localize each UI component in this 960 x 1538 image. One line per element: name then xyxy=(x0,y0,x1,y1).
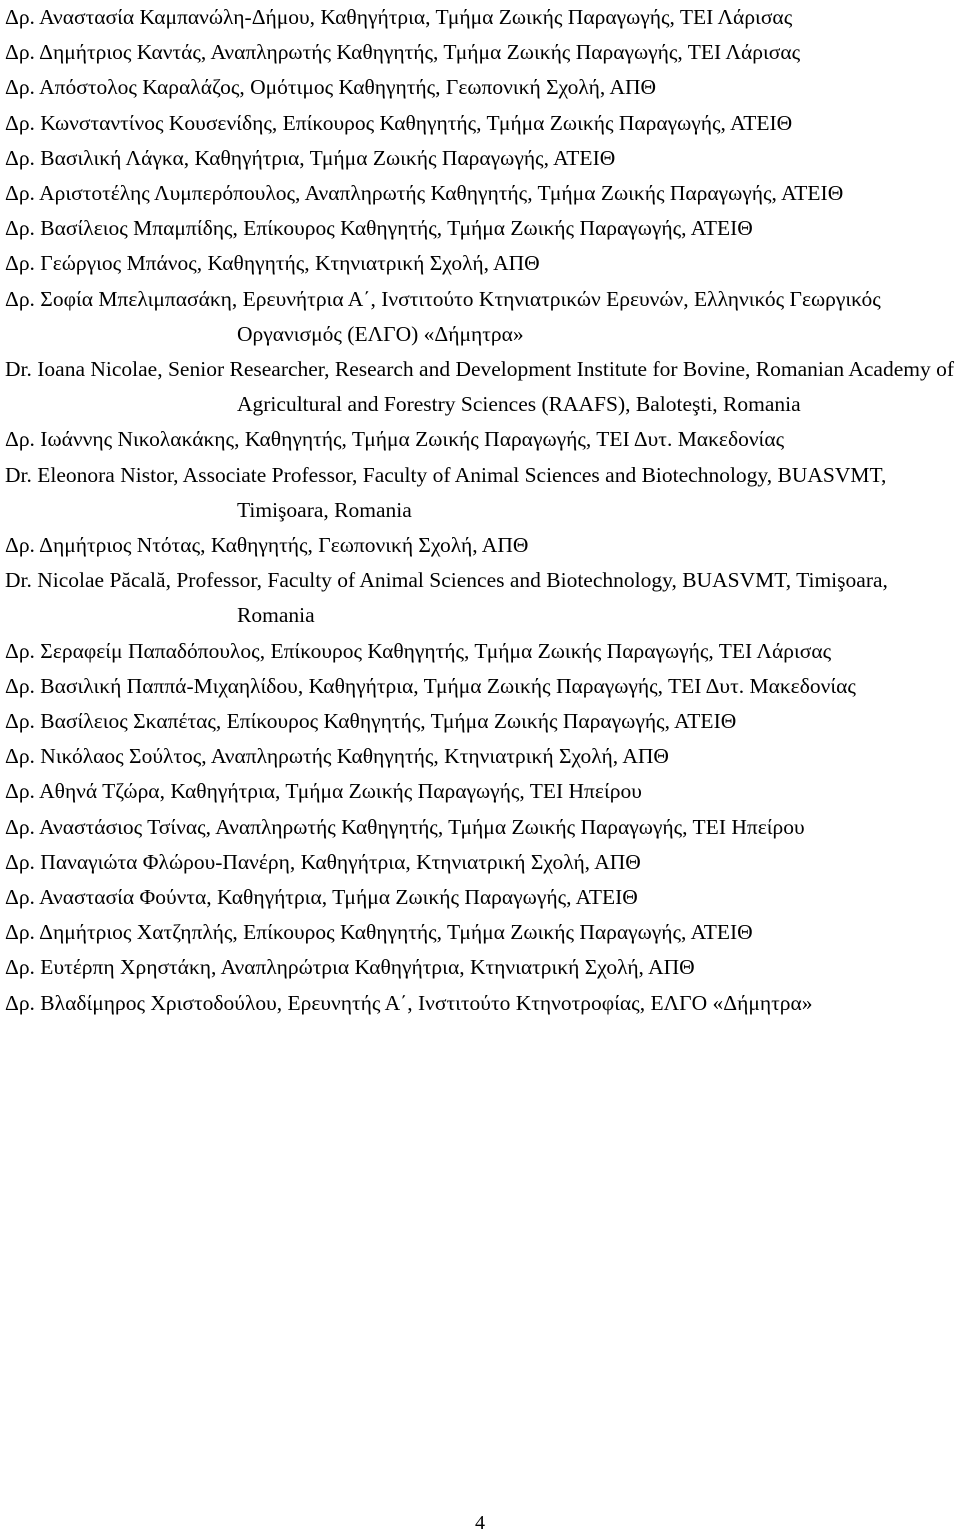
member-entry: Δρ. Αριστοτέλης Λυμπερόπουλος, Αναπληρωτής Καθηγητής, Τμήμα Ζωικής Παραγωγής, ΑΤΕΙΘ xyxy=(5,181,844,206)
member-entry: Δρ. Αναστασία Φούντα, Καθηγήτρια, Τμήμα Ζωικής Παραγωγής, ΑΤΕΙΘ xyxy=(5,885,638,910)
member-entry: Δρ. Βασίλειος Μπαμπίδης, Επίκουρος Καθηγητής, Τμήμα Ζωικής Παραγωγής, ΑΤΕΙΘ xyxy=(5,216,753,241)
member-entry: Dr. Nicolae Păcală, Professor, Faculty of Animal Sciences and Biotechnology, BUASVMT, Timişoara, Romania xyxy=(5,568,888,628)
member-entry: Δρ. Σεραφείμ Παπαδόπουλος, Επίκουρος Καθηγητής, Τμήμα Ζωικής Παραγωγής, ΤΕΙ Λάρισας xyxy=(5,638,832,663)
member-entry: Δρ. Δημήτριος Καντάς, Αναπληρωτής Καθηγητής, Τμήμα Ζωικής Παραγωγής, ΤΕΙ Λάρισας xyxy=(5,40,801,65)
member-entry: Δρ. Απόστολος Καραλάζος, Ομότιμος Καθηγητής, Γεωπονική Σχολή, ΑΠΘ xyxy=(5,75,657,100)
member-entry: Δρ. Δημήτριος Ντότας, Καθηγητής, Γεωπονική Σχολή, ΑΠΘ xyxy=(5,533,529,558)
page-number: 4 xyxy=(475,1512,485,1534)
member-entry: Δρ. Δημήτριος Χατζηπλής, Επίκουρος Καθηγητής, Τμήμα Ζωικής Παραγωγής, ΑΤΕΙΘ xyxy=(5,920,753,945)
member-entry: Δρ. Νικόλαος Σούλτος, Αναπληρωτής Καθηγητής, Κτηνιατρική Σχολή, ΑΠΘ xyxy=(5,744,669,769)
member-entry: Δρ. Γεώργιος Μπάνος, Καθηγητής, Κτηνιατρική Σχολή, ΑΠΘ xyxy=(5,251,540,276)
committee-member-list xyxy=(5,0,960,1021)
member-entry: Δρ. Αναστάσιος Τσίνας, Αναπληρωτής Καθηγητής, Τμήμα Ζωικής Παραγωγής, ΤΕΙ Ηπείρου xyxy=(5,814,805,839)
member-entry: Δρ. Βασιλική Λάγκα, Καθηγήτρια, Τμήμα Ζωικής Παραγωγής, ΑΤΕΙΘ xyxy=(5,145,616,170)
member-entry: Dr. Eleonora Nistor, Associate Professor, Faculty of Animal Sciences and Biotechnology, BUASVMT, Timişoara, Romania xyxy=(5,462,887,522)
member-entry: Δρ. Σοφία Μπελιμπασάκη, Ερευνήτρια Α΄, Ινστιτούτο Κτηνιατρικών Ερευνών, Ελληνικός Γεωργικός Οργανισμός (ΕΛΓΟ) «Δήμητρα» xyxy=(5,286,881,346)
member-entry: Dr. Ioana Nicolae, Senior Researcher, Research and Development Institute for Bovine, Romanian Academy of Agricultural and Forestry Sciences (RAAFS), Baloteşti, Romania xyxy=(5,357,955,417)
member-entry: Δρ. Αθηνά Τζώρα, Καθηγήτρια, Τμήμα Ζωικής Παραγωγής, ΤΕΙ Ηπείρου xyxy=(5,779,642,804)
member-entry: Δρ. Ιωάννης Νικολακάκης, Καθηγητής, Τμήμα Ζωικής Παραγωγής, ΤΕΙ Δυτ. Μακεδονίας xyxy=(5,427,785,452)
member-entry: Δρ. Βασιλική Παππά-Μιχαηλίδου, Καθηγήτρια, Τμήμα Ζωικής Παραγωγής, ΤΕΙ Δυτ. Μακεδονίας xyxy=(5,673,856,698)
member-entry: Δρ. Βασίλειος Σκαπέτας, Επίκουρος Καθηγητής, Τμήμα Ζωικής Παραγωγής, ΑΤΕΙΘ xyxy=(5,709,737,734)
member-entry: Δρ. Κωνσταντίνος Κουσενίδης, Επίκουρος Καθηγητής, Τμήμα Ζωικής Παραγωγής, ΑΤΕΙΘ xyxy=(5,110,793,135)
member-entry: Δρ. Παναγιώτα Φλώρου-Πανέρη, Καθηγήτρια, Κτηνιατρική Σχολή, ΑΠΘ xyxy=(5,849,641,874)
member-entry: Δρ. Βλαδίμηρος Χριστοδούλου, Ερευνητής Α΄, Ινστιτούτο Κτηνοτροφίας, ΕΛΓΟ «Δήμητρα» xyxy=(5,990,813,1015)
member-entry: Δρ. Ευτέρπη Χρηστάκη, Αναπληρώτρια Καθηγήτρια, Κτηνιατρική Σχολή, ΑΠΘ xyxy=(5,955,695,980)
member-entry: Δρ. Αναστασία Καμπανώλη-Δήμου, Καθηγήτρια, Τμήμα Ζωικής Παραγωγής, ΤΕΙ Λάρισας xyxy=(5,5,793,29)
